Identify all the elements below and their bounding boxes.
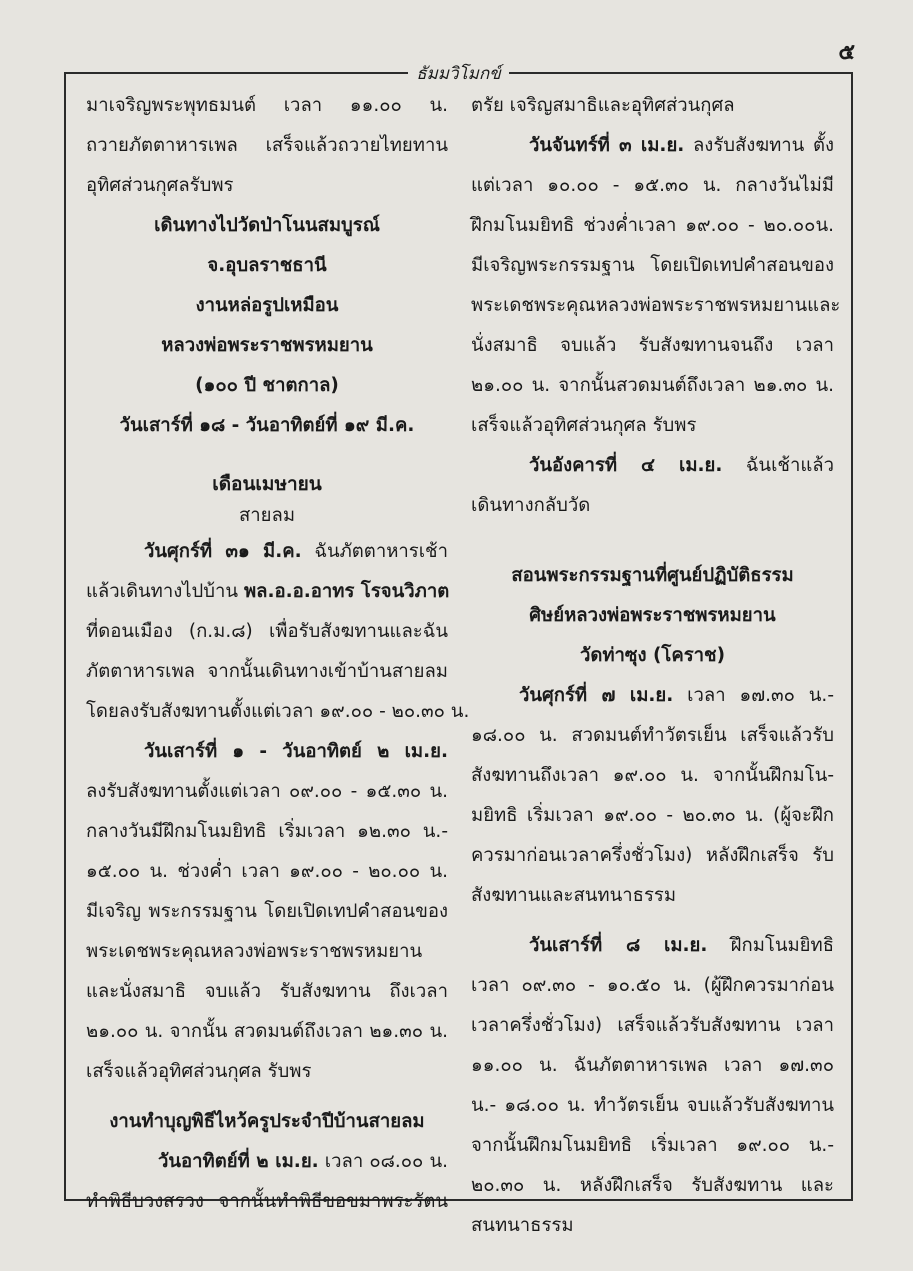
heading-line: หลวงพ่อพระราชพรหมยาน	[161, 335, 373, 356]
text-line: ลงรับสังฆทานตั้งแต่เวลา ๐๙.๐๐ - ๑๕.๓๐ น.	[86, 781, 448, 802]
text-line: จากนั้นฝึกมโนมยิทธิ เริ่มเวลา ๑๙.๐๐ น.-	[471, 1135, 834, 1156]
text-line: ๒๑.๐๐ น. จากนั้น สวดมนต์ถึงเวลา ๒๑.๓๐ น.	[86, 1021, 448, 1042]
text-line: สังฆทานถึงเวลา ๑๙.๐๐ น. จากนั้นฝึกมโน-	[471, 765, 834, 786]
text-line: มีเจริญ พระกรรมฐาน โดยเปิดเทปคำสอนของ	[86, 901, 448, 922]
text-line: อุทิศส่วนกุศลรับพร	[86, 175, 234, 196]
heading-line: (๑๐๐ ปี ชาตกาล)	[195, 375, 339, 396]
text-line: น.- ๑๘.๐๐ น. ทำวัตรเย็น จบแล้วรับสังฆทาน	[471, 1095, 834, 1116]
text-line: กลางวันมีฝึกมโนมยิทธิ เริ่มเวลา ๑๒.๓๐ น.-	[86, 821, 448, 842]
text-line: ภัตตาหารเพล จากนั้นเดินทางเข้าบ้านสายลม	[86, 661, 448, 682]
course-heading	[471, 556, 834, 676]
heading-line: วัดท่าซุง (โคราช)	[579, 645, 726, 666]
ceremony-heading: งานทำบุญพิธีไหว้ครูประจำปีบ้านสายลม	[109, 1111, 425, 1132]
text-line: ๑๘.๐๐ น. สวดมนต์ทำวัตรเย็น เสร็จแล้วรับ	[471, 725, 834, 746]
paragraph-april-7	[471, 676, 834, 916]
text-line: พระเดชพระคุณหลวงพ่อพระราชพรหมยาน	[86, 941, 423, 962]
date-label: วันจันทร์ที่ ๓ เม.ย.	[529, 135, 685, 156]
text-line: สนทนาธรรม	[471, 1215, 574, 1236]
text-line: เสร็จแล้วอุทิศส่วนกุศล รับพร	[86, 1061, 312, 1082]
text-line: ฝึกมโนมยิทธิ ช่วงค่ำเวลา ๑๙.๐๐ - ๒๐.๐๐น.	[471, 215, 834, 236]
date-label: วันอาทิตย์ที่ ๒ เม.ย.	[158, 1151, 319, 1172]
date-label: วันอังคารที่ ๔ เม.ย.	[529, 455, 723, 476]
text-fragment: เวลา ๐๘.๐๐ น.	[324, 1151, 448, 1172]
running-head	[66, 60, 851, 87]
paragraph-april-3	[471, 126, 841, 446]
trip-heading	[86, 206, 448, 446]
date-label: วันเสาร์ที่ ๑ - วันอาทิตย์ ๒ เม.ย.	[144, 741, 448, 762]
date-label: วันศุกร์ที่ ๓๑ มี.ค.	[144, 541, 302, 562]
text-line: พระเดชพระคุณหลวงพ่อพระราชพรหมยานและ	[471, 295, 841, 316]
text-line: มีเจริญพระกรรมฐาน โดยเปิดเทปคำสอนของ	[471, 255, 834, 276]
text-fragment: ลงรับสังฆทาน ตั้ง	[692, 135, 834, 156]
text-fragment: เวลา ๑๗.๓๐ น.-	[687, 685, 834, 706]
heading-line: สอนพระกรรมฐานที่ศูนย์ปฏิบัติธรรม	[511, 565, 794, 586]
text-line: ๒๑.๐๐ น. จากนั้นสวดมนต์ถึงเวลา ๒๑.๓๐ น.	[471, 375, 834, 396]
text-line: ทำพิธีบวงสรวง จากนั้นทำพิธีขอขมาพระรัตน	[86, 1191, 448, 1212]
heading-line: งานหล่อรูปเหมือน	[195, 295, 339, 316]
text-line	[471, 676, 834, 716]
paragraph-april-1-2	[86, 732, 448, 1092]
text-line: เวลาครึ่งชั่วโมง) เสร็จแล้วรับสังฆทาน เวลา	[471, 1015, 834, 1036]
content-frame	[64, 64, 853, 1236]
heading-line: เดินทางไปวัดป่าโนนสมบูรณ์	[154, 215, 380, 236]
paragraph-chanting	[86, 86, 448, 206]
heading-line: วันเสาร์ที่ ๑๘ - วันอาทิตย์ที่ ๑๙ มี.ค.	[119, 415, 415, 436]
person-name: พล.อ.อ.อาทร โรจนวิภาต	[243, 581, 450, 602]
month-heading: เดือนเมษายน	[212, 473, 322, 495]
date-label: วันศุกร์ที่ ๗ เม.ย.	[519, 685, 674, 706]
text-line: ควรมาก่อนเวลาครึ่งชั่วโมง) หลังฝึกเสร็จ รับ	[471, 845, 834, 866]
running-head-title: ธัมมวิโมกข์	[408, 64, 509, 84]
paragraph-march-31	[86, 532, 470, 732]
text-line: โดยลงรับสังฆทานตั้งแต่เวลา ๑๙.๐๐ - ๒๐.๓๐ น.	[86, 701, 470, 722]
heading-line: จ.อุบลราชธานี	[207, 255, 327, 276]
place-heading: สายลม	[238, 505, 296, 526]
text-line: ตรัย เจริญสมาธิและอุทิศส่วนกุศล	[471, 95, 735, 116]
heading-line: ศิษย์หลวงพ่อพระราชพรหมยาน	[529, 605, 776, 626]
text-line	[86, 532, 448, 572]
text-line: ๑๕.๐๐ น. ช่วงค่ำ เวลา ๑๙.๐๐ - ๒๐.๐๐ น.	[86, 861, 448, 882]
text-line: ๑๑.๐๐ น. ฉันภัตตาหารเพล เวลา ๑๗.๓๐	[471, 1055, 834, 1076]
page-number: ๕	[838, 39, 855, 65]
text-fragment: ฉันเช้าแล้ว	[745, 455, 834, 476]
paragraph-april-4	[471, 446, 834, 526]
text-line	[471, 126, 834, 166]
paragraph-april-8	[471, 926, 834, 1246]
text-line: เดินทางกลับวัด	[471, 495, 591, 516]
text-line: และนั่งสมาธิ จบแล้ว รับสังฆทาน ถึงเวลา	[86, 981, 448, 1002]
text-line	[86, 572, 448, 612]
right-column	[471, 86, 841, 1246]
text-line: เสร็จแล้วอุทิศส่วนกุศล รับพร	[471, 415, 697, 436]
text-line	[471, 926, 834, 966]
left-column	[86, 86, 470, 1222]
text-line: นั่งสมาธิ จบแล้ว รับสังฆทานจนถึง เวลา	[471, 335, 834, 356]
text-line	[471, 446, 834, 486]
text-line: มยิทธิ เริ่มเวลา ๑๙.๐๐ - ๒๐.๓๐ น. (ผู้จะฝึก	[471, 805, 834, 826]
text-line: มาเจริญพระพุทธมนต์ เวลา ๑๑.๐๐ น.	[86, 95, 448, 116]
text-line: ถวายภัตตาหารเพล เสร็จแล้วถวายไทยทาน	[86, 135, 448, 156]
text-line: แต่เวลา ๑๐.๐๐ - ๑๕.๓๐ น. กลางวันไม่มี	[471, 175, 834, 196]
text-line: สังฆทานและสนทนาธรรม	[471, 885, 677, 906]
text-line: ๒๐.๓๐ น. หลังฝึกเสร็จ รับสังฆทาน และ	[471, 1175, 834, 1196]
text-line	[86, 1142, 448, 1182]
text-fragment: ฉันภัตตาหารเช้า	[314, 541, 448, 562]
date-label: วันเสาร์ที่ ๘ เม.ย.	[529, 935, 708, 956]
text-fragment: แล้วเดินทางไปบ้าน	[86, 581, 239, 602]
text-fragment: ฝึกมโนมยิทธิ	[730, 935, 834, 956]
text-line: ที่ดอนเมือง (ก.ม.๘) เพื่อรับสังฆทานและฉัน	[86, 621, 448, 642]
text-line: เวลา ๐๙.๓๐ - ๑๐.๕๐ น. (ผู้ฝึกควรมาก่อน	[471, 975, 834, 996]
paragraph-april-2	[86, 1142, 448, 1222]
